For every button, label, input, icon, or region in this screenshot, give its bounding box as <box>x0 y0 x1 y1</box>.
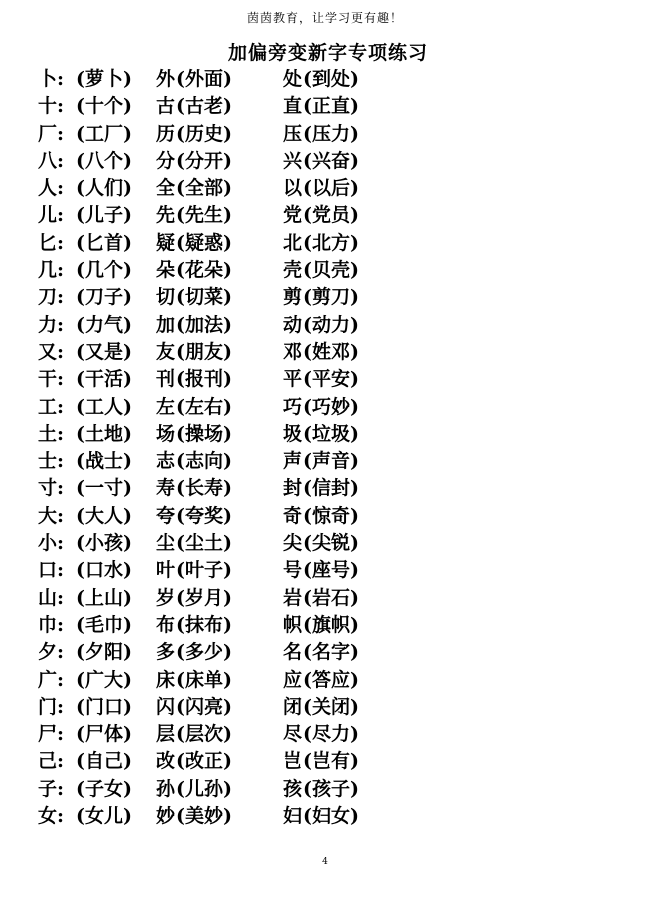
char-2-word: (岁月) <box>176 586 232 609</box>
char-2: 夸 <box>156 504 176 527</box>
char-2: 多 <box>156 641 176 664</box>
char-2-word: (外面) <box>176 68 232 90</box>
radical: 大: <box>38 504 65 527</box>
radical-word: (八个) <box>76 149 132 172</box>
char-2-word: (尘土) <box>176 532 232 555</box>
exercise-row <box>38 394 638 421</box>
char-3-word: (旗帜) <box>303 613 359 636</box>
char-2: 场 <box>156 422 176 445</box>
char-3-word: (平安) <box>303 368 359 391</box>
char-2: 左 <box>156 395 176 418</box>
radical: 士: <box>38 450 65 473</box>
char-2: 朵 <box>156 259 176 282</box>
radical-word: (夕阳) <box>76 641 132 664</box>
char-3: 号 <box>283 559 303 582</box>
page-number: 4 <box>322 857 328 867</box>
char-2: 古 <box>156 95 176 118</box>
char-3-word: (兴奋) <box>303 149 359 172</box>
char-3-word: (答应) <box>303 668 359 691</box>
radical-word: (干活) <box>76 368 132 391</box>
char-2-word: (花朵) <box>176 259 232 282</box>
char-3: 平 <box>283 368 303 391</box>
radical-word: (工人) <box>76 395 132 418</box>
char-2-word: (床单) <box>176 668 232 691</box>
char-3-word: (孩子) <box>303 777 359 800</box>
radical-word: (毛巾) <box>76 613 132 636</box>
char-2: 分 <box>156 149 176 172</box>
radical-word: (土地) <box>76 422 132 445</box>
char-2-word: (志向) <box>176 450 232 473</box>
char-2-word: (抹布) <box>176 613 232 636</box>
char-2: 叶 <box>156 559 176 582</box>
char-2-word: (儿孙) <box>176 777 232 800</box>
char-3-word: (岩石) <box>303 586 359 609</box>
radical-word: (匕首) <box>76 231 132 254</box>
char-3-word: (岂有) <box>303 750 359 773</box>
radical: 山: <box>38 586 65 609</box>
char-2: 切 <box>156 286 176 309</box>
radical: 门: <box>38 695 65 718</box>
radical: 女: <box>38 805 65 828</box>
char-3: 妇 <box>283 805 303 828</box>
char-2-word: (历史) <box>176 122 232 145</box>
exercise-row <box>38 748 638 775</box>
char-2-word: (美妙) <box>176 805 232 828</box>
exercise-row <box>38 475 638 502</box>
radical: 口: <box>38 559 65 582</box>
exercise-row <box>38 121 638 148</box>
radical-word: (又是) <box>76 340 132 363</box>
radical-word: (尸体) <box>76 723 132 746</box>
char-2: 先 <box>156 204 176 227</box>
radical-word: (儿子) <box>76 204 132 227</box>
exercise-row <box>38 284 638 311</box>
char-3-word: (座号) <box>303 559 359 582</box>
radical-word: (工厂) <box>76 122 132 145</box>
char-3-word: (声音) <box>303 450 359 473</box>
char-3-word: (党员) <box>303 204 359 227</box>
char-3: 封 <box>283 477 303 500</box>
radical-word: (门口) <box>76 695 132 718</box>
char-3-word: (北方) <box>303 231 359 254</box>
char-2-word: (左右) <box>176 395 232 418</box>
radical-word: (上山) <box>76 586 132 609</box>
char-3-word: (姓邓) <box>303 340 359 363</box>
char-2-word: (叶子) <box>176 559 232 582</box>
char-3: 压 <box>283 122 303 145</box>
radical-word: (子女) <box>76 777 132 800</box>
char-3-word: (垃圾) <box>303 422 359 445</box>
radical: 八: <box>38 149 65 172</box>
exercise-row <box>38 312 638 339</box>
char-2-word: (闪亮) <box>176 695 232 718</box>
exercise-row <box>38 339 638 366</box>
exercise-row <box>38 421 638 448</box>
exercise-list <box>38 66 638 830</box>
radical: 夕: <box>38 641 65 664</box>
char-2: 孙 <box>156 777 176 800</box>
char-3: 巧 <box>283 395 303 418</box>
exercise-row <box>38 639 638 666</box>
exercise-row <box>38 612 638 639</box>
char-3: 岂 <box>283 750 303 773</box>
char-3-word: (压力) <box>303 122 359 145</box>
radical-word: (战士) <box>76 450 132 473</box>
char-2: 床 <box>156 668 176 691</box>
radical: 刀: <box>38 286 65 309</box>
char-2-word: (夸奖) <box>176 504 232 527</box>
char-3-word: (信封) <box>303 477 359 500</box>
char-2: 刊 <box>156 368 176 391</box>
char-2: 改 <box>156 750 176 773</box>
exercise-row <box>38 503 638 530</box>
char-2: 友 <box>156 340 176 363</box>
radical: 几: <box>38 259 65 282</box>
exercise-row <box>38 66 638 93</box>
char-2-word: (疑惑) <box>176 231 232 254</box>
radical: 尸: <box>38 723 65 746</box>
char-2: 布 <box>156 613 176 636</box>
exercise-row <box>38 175 638 202</box>
char-3: 北 <box>283 231 303 254</box>
char-3-word: (关闭) <box>303 695 359 718</box>
exercise-row <box>38 667 638 694</box>
radical-word: (萝卜) <box>76 68 132 90</box>
radical: 寸: <box>38 477 65 500</box>
radical-word: (几个) <box>76 259 132 282</box>
char-3-word: (名字) <box>303 641 359 664</box>
radical: 子: <box>38 777 65 800</box>
radical: 厂: <box>38 122 65 145</box>
exercise-row <box>38 776 638 803</box>
exercise-row <box>38 557 638 584</box>
radical: 力: <box>38 313 65 336</box>
exercise-row <box>38 230 638 257</box>
char-2: 闪 <box>156 695 176 718</box>
radical: 小: <box>38 532 65 555</box>
exercise-row <box>38 530 638 557</box>
char-2: 寿 <box>156 477 176 500</box>
char-2-word: (先生) <box>176 204 232 227</box>
char-2: 全 <box>156 177 176 200</box>
char-3: 应 <box>283 668 303 691</box>
char-2-word: (切菜) <box>176 286 232 309</box>
radical: 十: <box>38 95 65 118</box>
page-title: 加偏旁变新字专项练习 <box>228 42 429 64</box>
char-3: 帜 <box>283 613 303 636</box>
radical-word: (十个) <box>76 95 132 118</box>
exercise-row <box>38 694 638 721</box>
char-2-word: (操场) <box>176 422 232 445</box>
char-2: 志 <box>156 450 176 473</box>
radical-word: (广大) <box>76 668 132 691</box>
char-3: 直 <box>283 95 303 118</box>
char-3: 以 <box>283 177 303 200</box>
char-3-word: (尖锐) <box>303 532 359 555</box>
char-3: 圾 <box>283 422 303 445</box>
char-3-word: (尽力) <box>303 723 359 746</box>
exercise-row <box>38 202 638 229</box>
char-3: 剪 <box>283 286 303 309</box>
char-3-word: (妇女) <box>303 805 359 828</box>
char-3-word: (贝壳) <box>303 259 359 282</box>
char-2-word: (古老) <box>176 95 232 118</box>
char-2-word: (改正) <box>176 750 232 773</box>
exercise-row <box>38 257 638 284</box>
radical: 工: <box>38 395 65 418</box>
radical-word: (一寸) <box>76 477 132 500</box>
char-2: 历 <box>156 122 176 145</box>
radical-word: (女儿) <box>76 805 132 828</box>
char-3: 尖 <box>283 532 303 555</box>
radical: 匕: <box>38 231 65 254</box>
radical: 己: <box>38 750 65 773</box>
exercise-row <box>38 721 638 748</box>
radical: 土: <box>38 422 65 445</box>
char-2-word: (加法) <box>176 313 232 336</box>
char-3: 邓 <box>283 340 303 363</box>
char-2-word: (层次) <box>176 723 232 746</box>
radical-word: (自己) <box>76 750 132 773</box>
radical: 巾: <box>38 613 65 636</box>
char-3: 尽 <box>283 723 303 746</box>
char-2-word: (多少) <box>176 641 232 664</box>
char-3: 壳 <box>283 259 303 282</box>
char-3-word: (以后) <box>303 177 359 200</box>
char-3: 动 <box>283 313 303 336</box>
char-3: 声 <box>283 450 303 473</box>
radical: 广: <box>38 668 65 691</box>
radical-word: (小孩) <box>76 532 132 555</box>
radical: 又: <box>38 340 65 363</box>
exercise-row <box>38 585 638 612</box>
char-2-word: (朋友) <box>176 340 232 363</box>
char-2-word: (报刊) <box>176 368 232 391</box>
radical-word: (刀子) <box>76 286 132 309</box>
exercise-row <box>38 366 638 393</box>
char-3: 名 <box>283 641 303 664</box>
char-3: 闭 <box>283 695 303 718</box>
char-2-word: (分开) <box>176 149 232 172</box>
char-3: 岩 <box>283 586 303 609</box>
radical-word: (人们) <box>76 177 132 200</box>
radical: 人: <box>38 177 65 200</box>
char-3: 处 <box>283 68 303 90</box>
char-2: 加 <box>156 313 176 336</box>
radical: 干: <box>38 368 65 391</box>
exercise-row <box>38 803 638 830</box>
char-3-word: (巧妙) <box>303 395 359 418</box>
char-3-word: (动力) <box>303 313 359 336</box>
char-3: 奇 <box>283 504 303 527</box>
radical: 儿: <box>38 204 65 227</box>
radical-word: (力气) <box>76 313 132 336</box>
char-3-word: (到处) <box>303 68 359 90</box>
exercise-row <box>38 448 638 475</box>
char-2-word: (长寿) <box>176 477 232 500</box>
char-2: 岁 <box>156 586 176 609</box>
char-2: 妙 <box>156 805 176 828</box>
char-3-word: (惊奇) <box>303 504 359 527</box>
exercise-row <box>38 148 638 175</box>
char-3: 孩 <box>283 777 303 800</box>
exercise-row <box>38 93 638 120</box>
char-3-word: (剪刀) <box>303 286 359 309</box>
char-2: 疑 <box>156 231 176 254</box>
page-header: 茵茵教育，让学习更有趣！ <box>246 11 403 25</box>
char-3-word: (正直) <box>303 95 359 118</box>
char-2: 外 <box>156 68 176 90</box>
radical: 卜: <box>38 68 65 90</box>
char-3: 兴 <box>283 149 303 172</box>
char-2: 层 <box>156 723 176 746</box>
radical-word: (大人) <box>76 504 132 527</box>
char-3: 党 <box>283 204 303 227</box>
char-2: 尘 <box>156 532 176 555</box>
char-2-word: (全部) <box>176 177 232 200</box>
radical-word: (口水) <box>76 559 132 582</box>
